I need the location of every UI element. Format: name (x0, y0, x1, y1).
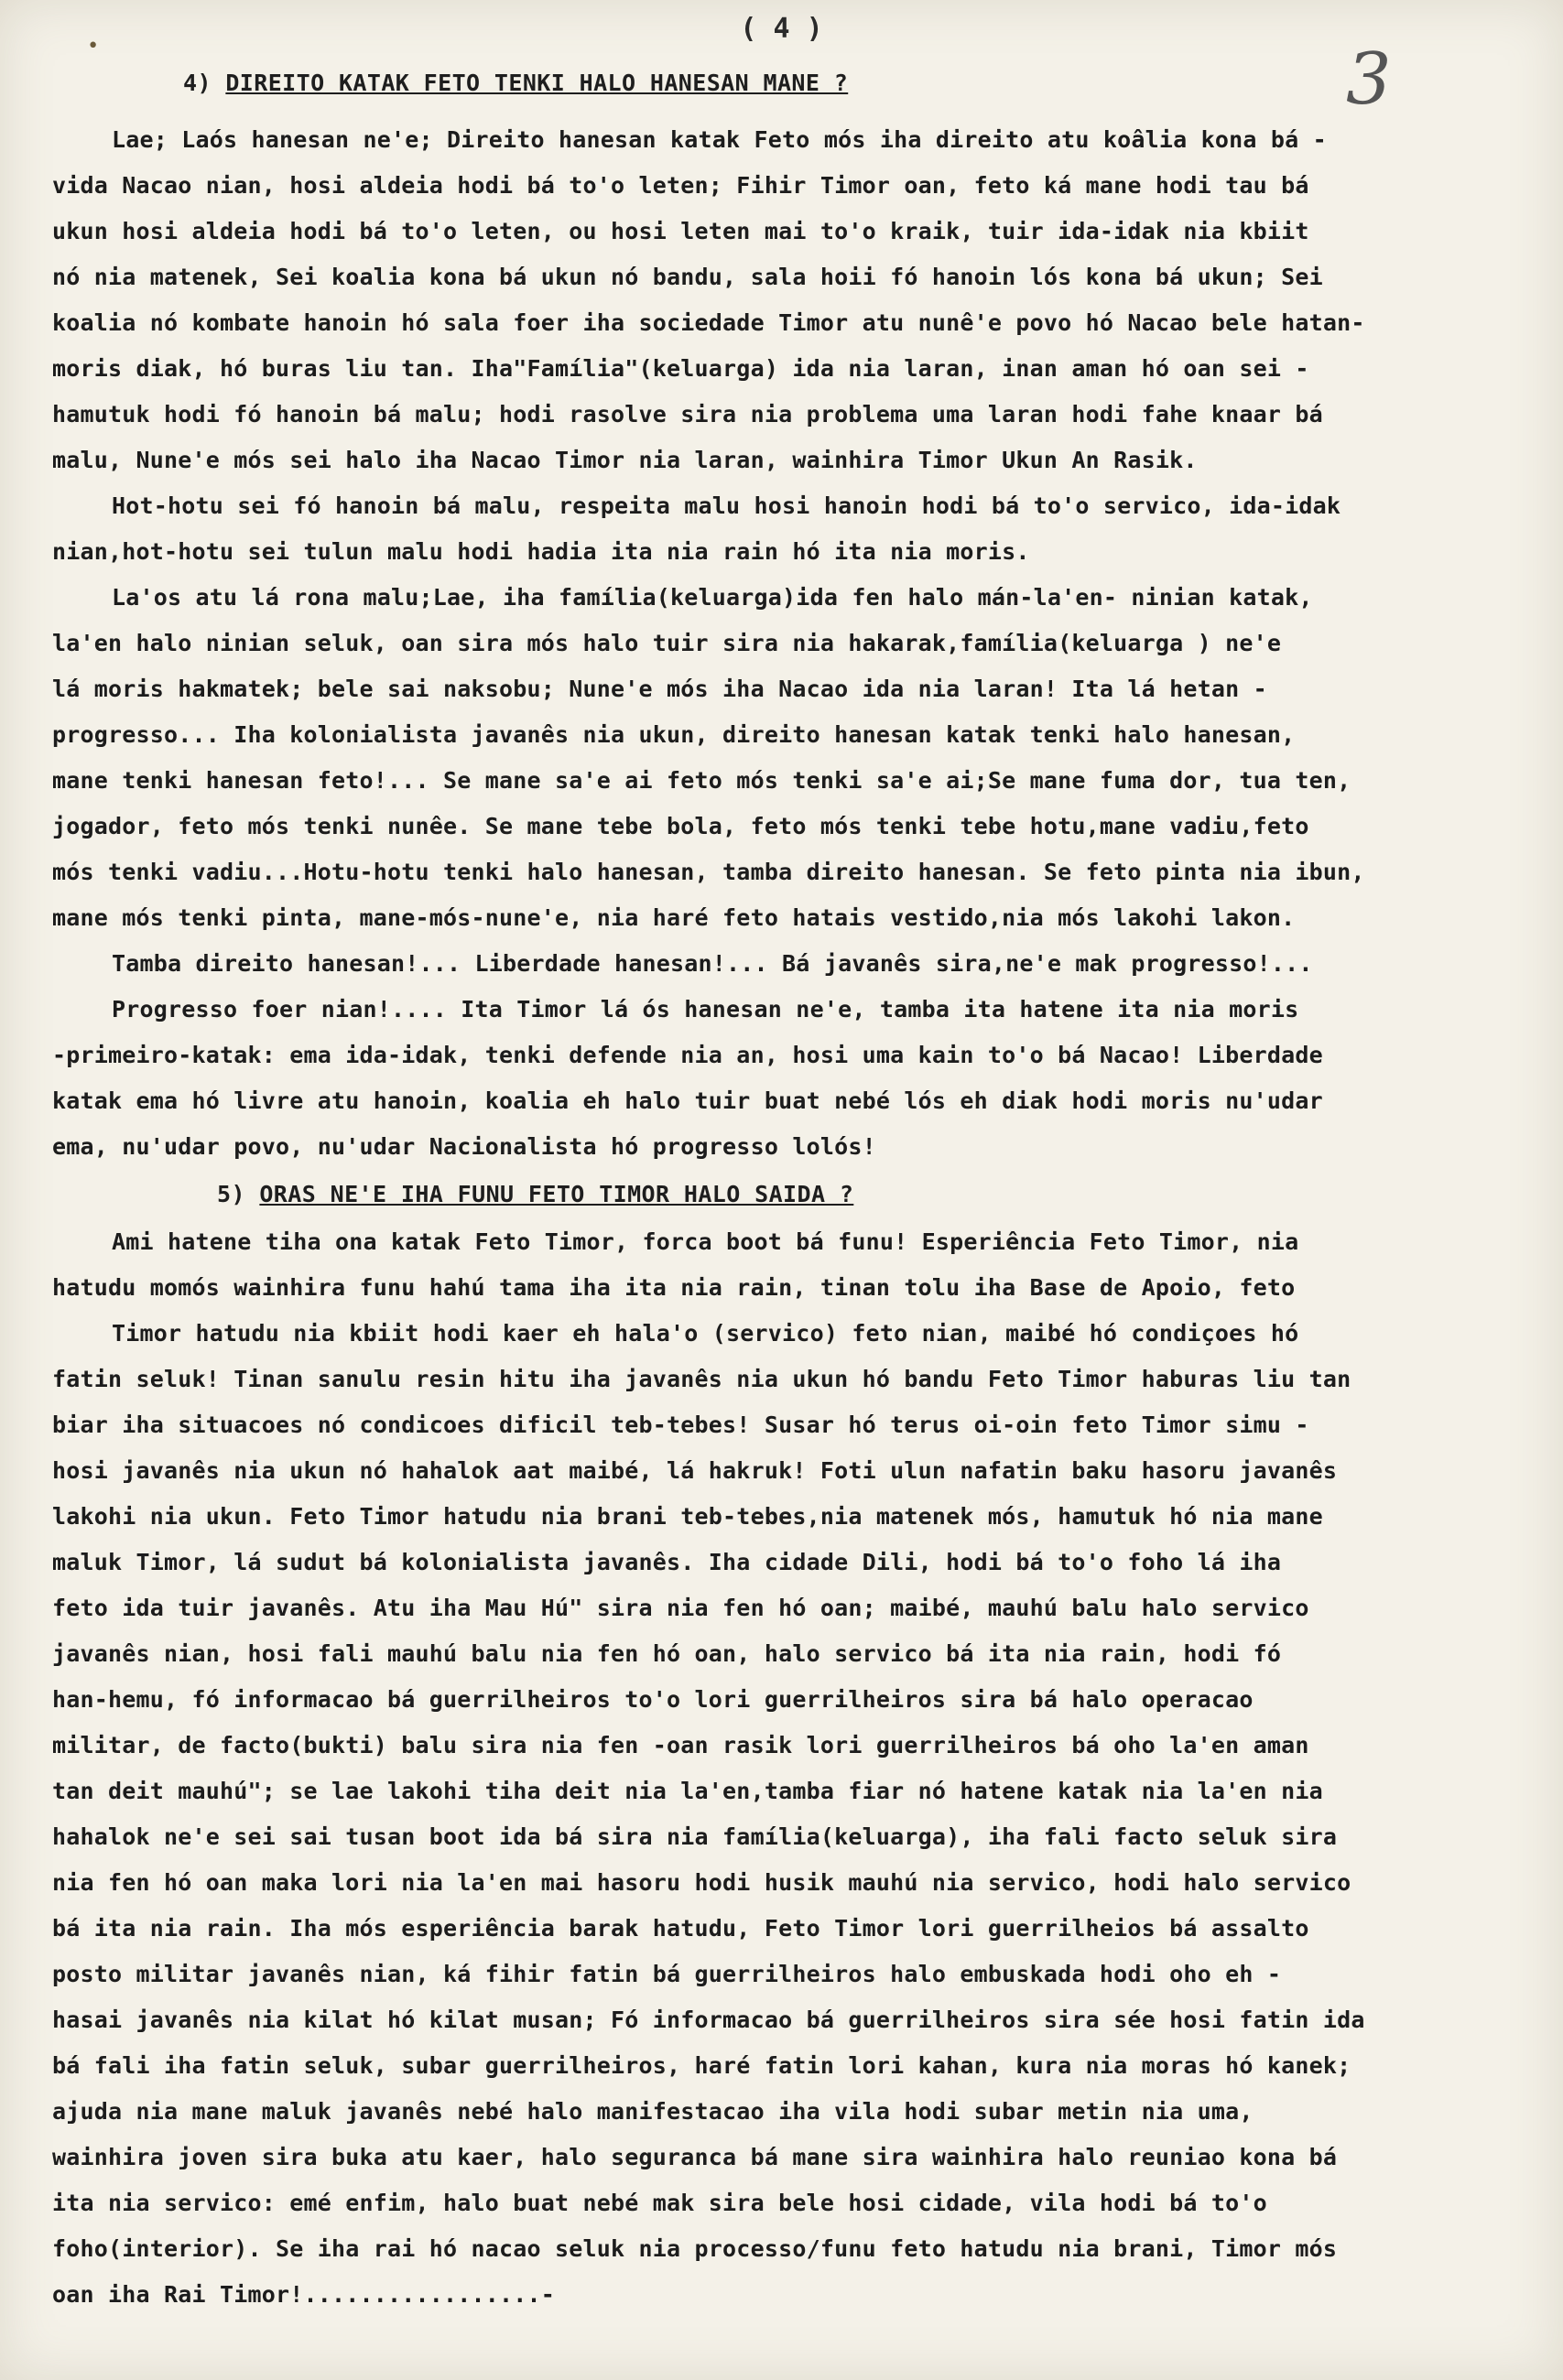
text-line: biar iha situacoes nó condicoes dificil teb-tebes! Susar hó terus oi-oin feto Timor simu - (52, 1412, 1309, 1438)
text-line: katak ema hó livre atu hanoin, koalia eh halo tuir buat nebé lós eh diak hodi moris nu'udar (52, 1087, 1323, 1114)
text-line: bá ita nia rain. Iha mós esperiência barak hatudu, Feto Timor lori guerrilheios bá assalto (52, 1915, 1309, 1942)
text-line: ukun hosi aldeia hodi bá to'o leten, ou hosi leten mai to'o kraik, tuir ida-idak nia kbiit (52, 218, 1309, 244)
handwritten-page-mark: 3 (1346, 38, 1392, 121)
text-line: -primeiro-katak: ema ida-idak, tenki defende nia an, hosi uma kain to'o bá Nacao! Liberdade (52, 1042, 1323, 1068)
text-line: la'en halo ninian seluk, oan sira mós halo tuir sira nia hakarak,família(keluarga ) ne'e (52, 630, 1282, 656)
text-line: fatin seluk! Tinan sanulu resin hitu iha javanês nia ukun hó bandu Feto Timor haburas liu tan (52, 1366, 1351, 1392)
text-line: nó nia matenek, Sei koalia kona bá ukun nó bandu, sala hoii fó hanoin lós kona bá ukun; Sei (52, 264, 1323, 290)
text-line: nia fen hó oan maka lori nia la'en mai hasoru hodi husik mauhú nia servico, hodi halo servico (52, 1869, 1351, 1896)
text-line: Tamba direito hanesan!... Liberdade hanesan!... Bá javanês sira,ne'e mak progresso!... (112, 950, 1313, 977)
section-5-number: 5) (217, 1181, 245, 1207)
text-line: javanês nian, hosi fali mauhú balu nia fen hó oan, halo servico bá ita nia rain, hodi fó (52, 1640, 1282, 1667)
text-line: Lae; Laós hanesan ne'e; Direito hanesan katak Feto mós iha direito atu koâlia kona bá - (112, 126, 1327, 153)
section-4-number: 4) (183, 70, 212, 96)
text-line: hasai javanês nia kilat hó kilat musan; Fó informacao bá guerrilheiros sira sée hosi fatin ida (52, 2007, 1365, 2033)
text-line: La'os atu lá rona malu;Lae, iha família(keluarga)ida fen halo mán-la'en- ninian katak, (112, 584, 1313, 611)
text-line: ita nia servico: emé enfim, halo buat nebé mak sira bele hosi cidade, vila hodi bá to'o (52, 2190, 1267, 2216)
text-line: Hot-hotu sei fó hanoin bá malu, respeita malu hosi hanoin hodi bá to'o servico, ida-idak (112, 492, 1341, 519)
text-line: hatudu momós wainhira funu hahú tama iha ita nia rain, tinan tolu iha Base de Apoio, feto (52, 1274, 1296, 1301)
text-line: lá moris hakmatek; bele sai naksobu; Nune'e mós iha Nacao ida nia laran! Ita lá hetan - (52, 676, 1267, 702)
text-line: feto ida tuir javanês. Atu iha Mau Hú" sira nia fen hó oan; maibé, mauhú balu halo servico (52, 1595, 1309, 1621)
text-line: vida Nacao nian, hosi aldeia hodi bá to'o leten; Fihir Timor oan, feto ká mane hodi tau bá (52, 172, 1309, 199)
corner-mark: • (87, 35, 100, 58)
text-line: tan deit mauhú"; se lae lakohi tiha deit nia la'en,tamba fiar nó hatene katak nia la'en nia (52, 1778, 1323, 1804)
text-line: mane tenki hanesan feto!... Se mane sa'e ai feto mós tenki sa'e ai;Se mane fuma dor, tua ten, (52, 767, 1351, 794)
text-line: Ami hatene tiha ona katak Feto Timor, forca boot bá funu! Esperiência Feto Timor, nia (112, 1228, 1299, 1255)
section-4-title: DIREITO KATAK FETO TENKI HALO HANESAN MANE ? (225, 70, 849, 96)
text-line: ema, nu'udar povo, nu'udar Nacionalista hó progresso lolós! (52, 1133, 876, 1160)
text-line: ajuda nia mane maluk javanês nebé halo manifestacao iha vila hodi subar metin nia uma, (52, 2098, 1254, 2125)
text-line: maluk Timor, lá sudut bá kolonialista javanês. Iha cidade Dili, hodi bá to'o foho lá iha (52, 1549, 1282, 1575)
text-line: foho(interior). Se iha rai hó nacao seluk nia processo/funu feto hatudu nia brani, Timor mós (52, 2235, 1338, 2262)
text-line: lakohi nia ukun. Feto Timor hatudu nia brani teb-tebes,nia matenek mós, hamutuk hó nia mane (52, 1503, 1323, 1530)
text-line: han-hemu, fó informacao bá guerrilheiros to'o lori guerrilheiros sira bá halo operacao (52, 1686, 1254, 1713)
text-line: bá fali iha fatin seluk, subar guerrilheiros, haré fatin lori kahan, kura nia moras hó kanek; (52, 2052, 1351, 2079)
text-line: jogador, feto mós tenki nunêe. Se mane tebe bola, feto mós tenki tebe hotu,mane vadiu,feto (52, 813, 1309, 839)
text-line: hosi javanês nia ukun nó hahalok aat maibé, lá hakruk! Foti ulun nafatin baku hasoru javanês (52, 1457, 1338, 1484)
text-line: mós tenki vadiu...Hotu-hotu tenki halo hanesan, tamba direito hanesan. Se feto pinta nia ibun, (52, 859, 1365, 885)
text-line: Timor hatudu nia kbiit hodi kaer eh hala'o (servico) feto nian, maibé hó condiçoes hó (112, 1320, 1299, 1347)
text-line: nian,hot-hotu sei tulun malu hodi hadia ita nia rain hó ita nia moris. (52, 538, 1030, 565)
text-line: posto militar javanês nian, ká fihir fatin bá guerrilheiros halo embuskada hodi oho eh - (52, 1961, 1282, 1987)
text-line: wainhira joven sira buka atu kaer, halo seguranca bá mane sira wainhira halo reuniao kona bá (52, 2144, 1338, 2170)
text-line: hahalok ne'e sei sai tusan boot ida bá sira nia família(keluarga), iha fali facto seluk sira (52, 1823, 1338, 1850)
text-line: malu, Nune'e mós sei halo iha Nacao Timor nia laran, wainhira Timor Ukun An Rasik. (52, 447, 1198, 473)
text-line: progresso... Iha kolonialista javanês nia ukun, direito hanesan katak tenki halo hanesan, (52, 721, 1296, 748)
text-line: militar, de facto(bukti) balu sira nia fen -oan rasik lori guerrilheiros bá oho la'en aman (52, 1732, 1309, 1758)
section-5-title: ORAS NE'E IHA FUNU FETO TIMOR HALO SAIDA ? (259, 1181, 854, 1207)
text-line: Progresso foer nian!.... Ita Timor lá ós hanesan ne'e, tamba ita hatene ita nia moris (112, 996, 1299, 1022)
text-line: moris diak, hó buras liu tan. Iha"Família"(keluarga) ida nia laran, inan aman hó oan sei - (52, 355, 1309, 382)
section-4-heading (183, 70, 848, 96)
text-line: koalia nó kombate hanoin hó sala foer iha sociedade Timor atu nunê'e povo hó Nacao bele hatan- (52, 309, 1365, 336)
text-line: mane mós tenki pinta, mane-mós-nune'e, nia haré feto hatais vestido,nia mós lakohi lakon. (52, 904, 1296, 931)
section-5-heading (217, 1181, 853, 1207)
text-line: hamutuk hodi fó hanoin bá malu; hodi rasolve sira nia problema uma laran hodi fahe knaar bá (52, 401, 1323, 427)
page-number: ( 4 ) (740, 13, 823, 45)
text-line: oan iha Rai Timor!.................- (52, 2281, 556, 2308)
